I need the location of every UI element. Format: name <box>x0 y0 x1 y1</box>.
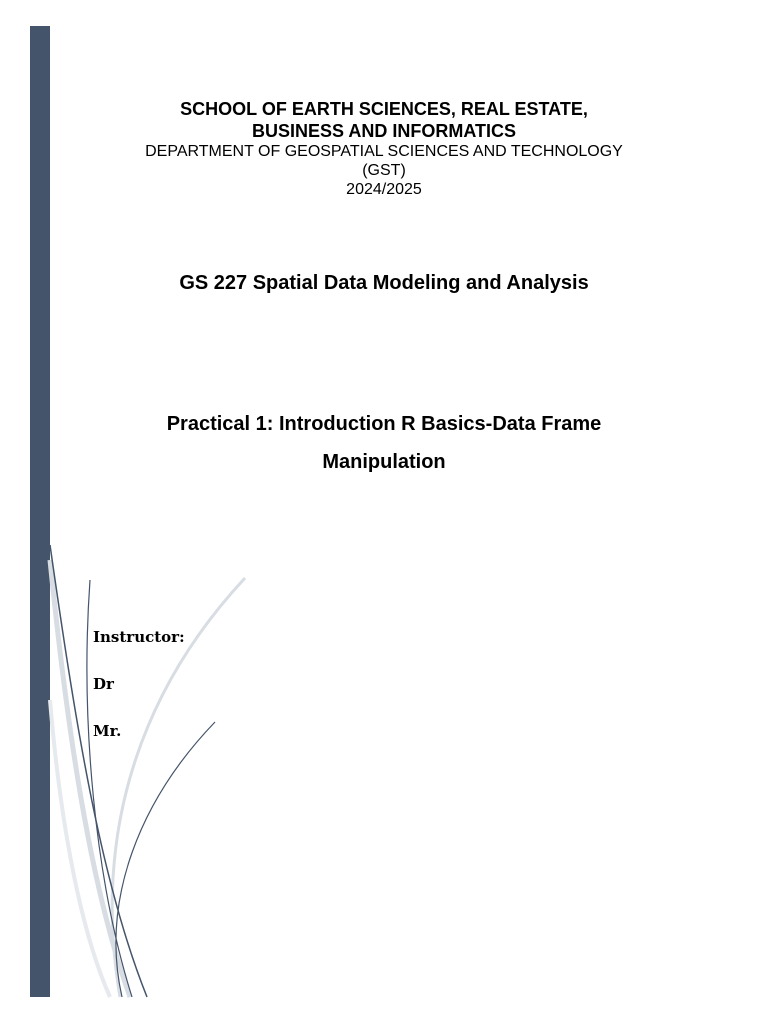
course-title: GS 227 Spatial Data Modeling and Analysis <box>179 272 589 294</box>
instructor-name-2: Mr. <box>93 722 122 740</box>
school-name-line1: SCHOOL OF EARTH SCIENCES, REAL ESTATE, <box>180 99 588 119</box>
institution-header <box>0 98 768 199</box>
instructor-block <box>93 628 185 769</box>
academic-year: 2024/2025 <box>346 181 422 198</box>
practical-title-line1: Practical 1: Introduction R Basics-Data Frame <box>166 413 602 435</box>
department-line1: DEPARTMENT OF GEOSPATIAL SCIENCES AND TECHNOLOGY <box>145 143 623 160</box>
practical-title <box>0 405 768 481</box>
school-name-line2: BUSINESS AND INFORMATICS <box>251 121 516 141</box>
instructor-name-1: Dr <box>93 675 114 693</box>
instructor-label: Instructor: <box>93 628 185 646</box>
practical-title-line2: Manipulation <box>322 451 446 473</box>
department-line2: (GST) <box>362 162 406 179</box>
